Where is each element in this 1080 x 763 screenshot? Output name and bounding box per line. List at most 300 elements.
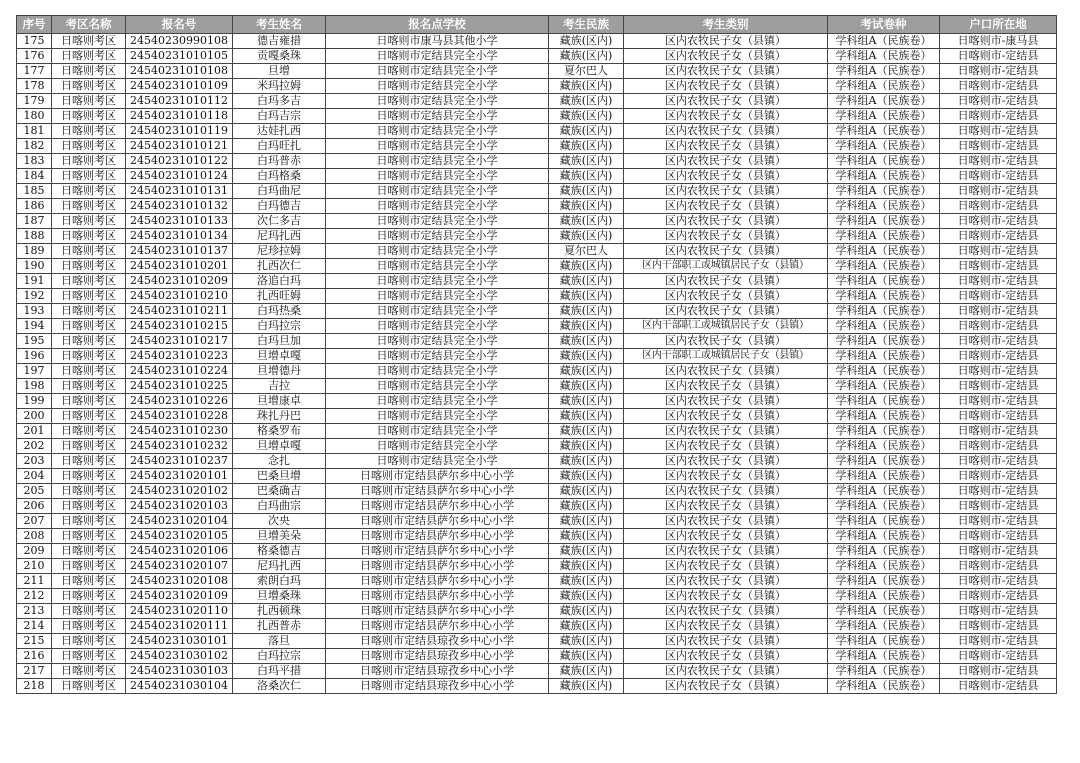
cell-residence: 日喀则市-定结县: [940, 529, 1057, 544]
cell-category: 区内农牧民子女（县镇）: [624, 244, 828, 259]
cell-serial: 211: [17, 574, 52, 589]
cell-registration-number: 24540231030104: [126, 679, 233, 694]
cell-registration-number: 24540231010209: [126, 274, 233, 289]
cell-registration-number: 24540231010112: [126, 94, 233, 109]
cell-serial: 188: [17, 229, 52, 244]
header-residence: 户口所在地: [940, 16, 1057, 34]
cell-paper-type: 学科组A（民族卷）: [828, 379, 940, 394]
cell-category: 区内农牧民子女（县镇）: [624, 169, 828, 184]
table-row: [17, 334, 1057, 349]
cell-school: 日喀则市定结县琼孜乡中心小学: [326, 649, 549, 664]
cell-registration-number: 24540231030101: [126, 634, 233, 649]
cell-serial: 175: [17, 34, 52, 49]
cell-residence: 日喀则市-定结县: [940, 124, 1057, 139]
cell-paper-type: 学科组A（民族卷）: [828, 79, 940, 94]
cell-registration-number: 24540231020108: [126, 574, 233, 589]
cell-residence: 日喀则市-定结县: [940, 259, 1057, 274]
cell-school: 日喀则市定结县完全小学: [326, 439, 549, 454]
table-row: [17, 109, 1057, 124]
cell-candidate-name: 洛追白玛: [233, 274, 326, 289]
cell-school: 日喀则市定结县萨尔乡中心小学: [326, 574, 549, 589]
cell-school: 日喀则市定结县完全小学: [326, 184, 549, 199]
cell-candidate-name: 尼玛扎西: [233, 559, 326, 574]
table-row: [17, 454, 1057, 469]
cell-school: 日喀则市定结县萨尔乡中心小学: [326, 484, 549, 499]
cell-exam-area: 日喀则考区: [52, 379, 126, 394]
cell-residence: 日喀则市-定结县: [940, 214, 1057, 229]
cell-serial: 214: [17, 619, 52, 634]
cell-ethnicity: 藏族(区内): [549, 649, 624, 664]
cell-residence: 日喀则市-定结县: [940, 664, 1057, 679]
cell-paper-type: 学科组A（民族卷）: [828, 109, 940, 124]
cell-candidate-name: 白玛吉宗: [233, 109, 326, 124]
cell-school: 日喀则市定结县完全小学: [326, 94, 549, 109]
cell-serial: 207: [17, 514, 52, 529]
cell-paper-type: 学科组A（民族卷）: [828, 619, 940, 634]
cell-candidate-name: 扎西旺姆: [233, 289, 326, 304]
table-row: [17, 634, 1057, 649]
cell-exam-area: 日喀则考区: [52, 109, 126, 124]
cell-registration-number: 24540231010121: [126, 139, 233, 154]
cell-ethnicity: 藏族(区内): [549, 424, 624, 439]
cell-category: 区内农牧民子女（县镇）: [624, 604, 828, 619]
table-row: [17, 34, 1057, 49]
cell-exam-area: 日喀则考区: [52, 259, 126, 274]
cell-paper-type: 学科组A（民族卷）: [828, 289, 940, 304]
cell-residence: 日喀则市-定结县: [940, 109, 1057, 124]
cell-paper-type: 学科组A（民族卷）: [828, 679, 940, 694]
cell-registration-number: 24540231010230: [126, 424, 233, 439]
cell-serial: 218: [17, 679, 52, 694]
cell-school: 日喀则市定结县完全小学: [326, 319, 549, 334]
cell-residence: 日喀则市-定结县: [940, 394, 1057, 409]
results-sheet: [16, 15, 1056, 694]
cell-candidate-name: 次央: [233, 514, 326, 529]
cell-ethnicity: 藏族(区内): [549, 499, 624, 514]
table-row: [17, 229, 1057, 244]
cell-school: 日喀则市定结县萨尔乡中心小学: [326, 619, 549, 634]
cell-serial: 206: [17, 499, 52, 514]
table-row: [17, 619, 1057, 634]
cell-school: 日喀则市康马县其他小学: [326, 34, 549, 49]
header-serial: 序号: [17, 16, 52, 34]
cell-ethnicity: 藏族(区内): [549, 319, 624, 334]
cell-serial: 208: [17, 529, 52, 544]
cell-candidate-name: 尼珍拉姆: [233, 244, 326, 259]
cell-school: 日喀则市定结县完全小学: [326, 124, 549, 139]
cell-serial: 217: [17, 664, 52, 679]
cell-ethnicity: 藏族(区内): [549, 199, 624, 214]
cell-registration-number: 24540231020105: [126, 529, 233, 544]
cell-serial: 205: [17, 484, 52, 499]
cell-exam-area: 日喀则考区: [52, 514, 126, 529]
cell-ethnicity: 藏族(区内): [549, 334, 624, 349]
cell-registration-number: 24540231010237: [126, 454, 233, 469]
cell-category: 区内农牧民子女（县镇）: [624, 559, 828, 574]
cell-candidate-name: 贡嘎桑珠: [233, 49, 326, 64]
cell-residence: 日喀则市-定结县: [940, 94, 1057, 109]
cell-category: 区内农牧民子女（县镇）: [624, 469, 828, 484]
cell-exam-area: 日喀则考区: [52, 49, 126, 64]
cell-category: 区内农牧民子女（县镇）: [624, 514, 828, 529]
cell-residence: 日喀则市-定结县: [940, 364, 1057, 379]
cell-school: 日喀则市定结县完全小学: [326, 379, 549, 394]
cell-school: 日喀则市定结县完全小学: [326, 349, 549, 364]
cell-ethnicity: 藏族(区内): [549, 214, 624, 229]
cell-ethnicity: 藏族(区内): [549, 109, 624, 124]
cell-school: 日喀则市定结县完全小学: [326, 274, 549, 289]
cell-registration-number: 24540231010109: [126, 79, 233, 94]
cell-residence: 日喀则市-定结县: [940, 649, 1057, 664]
cell-candidate-name: 旦增德丹: [233, 364, 326, 379]
cell-category: 区内农牧民子女（县镇）: [624, 304, 828, 319]
cell-category: 区内农牧民子女（县镇）: [624, 394, 828, 409]
cell-residence: 日喀则市-定结县: [940, 499, 1057, 514]
cell-paper-type: 学科组A（民族卷）: [828, 469, 940, 484]
cell-residence: 日喀则市-定结县: [940, 679, 1057, 694]
cell-exam-area: 日喀则考区: [52, 604, 126, 619]
cell-paper-type: 学科组A（民族卷）: [828, 634, 940, 649]
cell-exam-area: 日喀则考区: [52, 139, 126, 154]
cell-paper-type: 学科组A（民族卷）: [828, 184, 940, 199]
cell-ethnicity: 藏族(区内): [549, 679, 624, 694]
cell-candidate-name: 白玛格桑: [233, 169, 326, 184]
cell-registration-number: 24540231010137: [126, 244, 233, 259]
cell-paper-type: 学科组A（民族卷）: [828, 34, 940, 49]
cell-school: 日喀则市定结县完全小学: [326, 169, 549, 184]
cell-serial: 202: [17, 439, 52, 454]
cell-exam-area: 日喀则考区: [52, 274, 126, 289]
cell-school: 日喀则市定结县完全小学: [326, 334, 549, 349]
cell-registration-number: 24540231010224: [126, 364, 233, 379]
cell-candidate-name: 白玛德吉: [233, 199, 326, 214]
cell-school: 日喀则市定结县萨尔乡中心小学: [326, 529, 549, 544]
cell-residence: 日喀则市-定结县: [940, 439, 1057, 454]
header-ethnicity: 考生民族: [549, 16, 624, 34]
cell-residence: 日喀则市-定结县: [940, 379, 1057, 394]
cell-category: 区内干部职工或城镇居民子女（县镇）: [624, 319, 828, 334]
cell-residence: 日喀则市-定结县: [940, 574, 1057, 589]
table-row: [17, 94, 1057, 109]
cell-school: 日喀则市定结县完全小学: [326, 139, 549, 154]
cell-category: 区内农牧民子女（县镇）: [624, 289, 828, 304]
cell-category: 区内农牧民子女（县镇）: [624, 214, 828, 229]
cell-exam-area: 日喀则考区: [52, 499, 126, 514]
cell-registration-number: 24540231020107: [126, 559, 233, 574]
cell-candidate-name: 吉拉: [233, 379, 326, 394]
cell-exam-area: 日喀则考区: [52, 574, 126, 589]
cell-school: 日喀则市定结县萨尔乡中心小学: [326, 469, 549, 484]
cell-registration-number: 24540231010201: [126, 259, 233, 274]
cell-paper-type: 学科组A（民族卷）: [828, 64, 940, 79]
cell-serial: 200: [17, 409, 52, 424]
cell-ethnicity: 藏族(区内): [549, 544, 624, 559]
cell-category: 区内农牧民子女（县镇）: [624, 529, 828, 544]
cell-exam-area: 日喀则考区: [52, 679, 126, 694]
cell-ethnicity: 藏族(区内): [549, 124, 624, 139]
cell-candidate-name: 白玛旺扎: [233, 139, 326, 154]
cell-exam-area: 日喀则考区: [52, 544, 126, 559]
cell-paper-type: 学科组A（民族卷）: [828, 49, 940, 64]
cell-ethnicity: 藏族(区内): [549, 34, 624, 49]
cell-exam-area: 日喀则考区: [52, 289, 126, 304]
table-row: [17, 244, 1057, 259]
cell-ethnicity: 藏族(区内): [549, 274, 624, 289]
cell-ethnicity: 藏族(区内): [549, 439, 624, 454]
cell-candidate-name: 旦增卓嘎: [233, 439, 326, 454]
table-row: [17, 484, 1057, 499]
cell-residence: 日喀则市-定结县: [940, 559, 1057, 574]
cell-ethnicity: 藏族(区内): [549, 409, 624, 424]
cell-candidate-name: 索朗白玛: [233, 574, 326, 589]
cell-serial: 190: [17, 259, 52, 274]
header-candidate-name: 考生姓名: [233, 16, 326, 34]
cell-paper-type: 学科组A（民族卷）: [828, 94, 940, 109]
cell-candidate-name: 旦增桑珠: [233, 589, 326, 604]
cell-exam-area: 日喀则考区: [52, 409, 126, 424]
cell-candidate-name: 巴桑确吉: [233, 484, 326, 499]
table-row: [17, 304, 1057, 319]
cell-residence: 日喀则市-定结县: [940, 469, 1057, 484]
cell-ethnicity: 藏族(区内): [549, 619, 624, 634]
cell-exam-area: 日喀则考区: [52, 469, 126, 484]
cell-ethnicity: 藏族(区内): [549, 259, 624, 274]
cell-paper-type: 学科组A（民族卷）: [828, 154, 940, 169]
table-row: [17, 259, 1057, 274]
cell-exam-area: 日喀则考区: [52, 634, 126, 649]
cell-candidate-name: 白玛平措: [233, 664, 326, 679]
cell-residence: 日喀则市-定结县: [940, 274, 1057, 289]
cell-serial: 215: [17, 634, 52, 649]
cell-category: 区内农牧民子女（县镇）: [624, 454, 828, 469]
cell-exam-area: 日喀则考区: [52, 559, 126, 574]
cell-registration-number: 24540231030102: [126, 649, 233, 664]
cell-serial: 199: [17, 394, 52, 409]
cell-school: 日喀则市定结县萨尔乡中心小学: [326, 604, 549, 619]
cell-registration-number: 24540231020111: [126, 619, 233, 634]
table-row: [17, 649, 1057, 664]
table-row: [17, 394, 1057, 409]
cell-serial: 180: [17, 109, 52, 124]
cell-serial: 212: [17, 589, 52, 604]
table-row: [17, 64, 1057, 79]
cell-candidate-name: 白玛普赤: [233, 154, 326, 169]
cell-paper-type: 学科组A（民族卷）: [828, 139, 940, 154]
cell-ethnicity: 藏族(区内): [549, 604, 624, 619]
cell-exam-area: 日喀则考区: [52, 619, 126, 634]
cell-category: 区内农牧民子女（县镇）: [624, 679, 828, 694]
table-row: [17, 139, 1057, 154]
cell-serial: 182: [17, 139, 52, 154]
cell-residence: 日喀则市-定结县: [940, 424, 1057, 439]
cell-paper-type: 学科组A（民族卷）: [828, 409, 940, 424]
cell-exam-area: 日喀则考区: [52, 589, 126, 604]
cell-category: 区内农牧民子女（县镇）: [624, 619, 828, 634]
cell-registration-number: 24540231010226: [126, 394, 233, 409]
cell-candidate-name: 扎西普赤: [233, 619, 326, 634]
cell-category: 区内农牧民子女（县镇）: [624, 199, 828, 214]
cell-paper-type: 学科组A（民族卷）: [828, 229, 940, 244]
cell-category: 区内干部职工或城镇居民子女（县镇）: [624, 259, 828, 274]
cell-serial: 203: [17, 454, 52, 469]
cell-paper-type: 学科组A（民族卷）: [828, 319, 940, 334]
table-row: [17, 574, 1057, 589]
cell-residence: 日喀则市-定结县: [940, 229, 1057, 244]
cell-category: 区内农牧民子女（县镇）: [624, 424, 828, 439]
table-row: [17, 589, 1057, 604]
cell-paper-type: 学科组A（民族卷）: [828, 544, 940, 559]
cell-exam-area: 日喀则考区: [52, 454, 126, 469]
table-row: [17, 184, 1057, 199]
cell-paper-type: 学科组A（民族卷）: [828, 664, 940, 679]
header-category: 考生类别: [624, 16, 828, 34]
cell-school: 日喀则市定结县完全小学: [326, 79, 549, 94]
cell-paper-type: 学科组A（民族卷）: [828, 169, 940, 184]
cell-ethnicity: 藏族(区内): [549, 169, 624, 184]
cell-residence: 日喀则市-定结县: [940, 169, 1057, 184]
cell-serial: 183: [17, 154, 52, 169]
cell-registration-number: 24540231010210: [126, 289, 233, 304]
table-row: [17, 289, 1057, 304]
cell-candidate-name: 米玛拉姆: [233, 79, 326, 94]
table-row: [17, 679, 1057, 694]
header-exam-area: 考区名称: [52, 16, 126, 34]
cell-residence: 日喀则市-定结县: [940, 244, 1057, 259]
cell-candidate-name: 白玛热桑: [233, 304, 326, 319]
table-body: [17, 34, 1057, 694]
cell-candidate-name: 落旦: [233, 634, 326, 649]
cell-registration-number: 24540230990108: [126, 34, 233, 49]
cell-registration-number: 24540231030103: [126, 664, 233, 679]
cell-category: 区内农牧民子女（县镇）: [624, 229, 828, 244]
table-row: [17, 499, 1057, 514]
cell-exam-area: 日喀则考区: [52, 79, 126, 94]
cell-residence: 日喀则市-康马县: [940, 34, 1057, 49]
cell-serial: 209: [17, 544, 52, 559]
cell-category: 区内农牧民子女（县镇）: [624, 409, 828, 424]
cell-serial: 196: [17, 349, 52, 364]
cell-candidate-name: 白玛曲宗: [233, 499, 326, 514]
table-row: [17, 49, 1057, 64]
cell-category: 区内农牧民子女（县镇）: [624, 379, 828, 394]
cell-candidate-name: 白玛多吉: [233, 94, 326, 109]
cell-candidate-name: 白玛旦加: [233, 334, 326, 349]
cell-ethnicity: 夏尔巴人: [549, 244, 624, 259]
table-row: [17, 364, 1057, 379]
table-row: [17, 169, 1057, 184]
cell-paper-type: 学科组A（民族卷）: [828, 394, 940, 409]
cell-ethnicity: 藏族(区内): [549, 559, 624, 574]
cell-registration-number: 24540231010223: [126, 349, 233, 364]
cell-serial: 198: [17, 379, 52, 394]
table-row: [17, 439, 1057, 454]
cell-ethnicity: 藏族(区内): [549, 484, 624, 499]
cell-school: 日喀则市定结县完全小学: [326, 229, 549, 244]
cell-category: 区内农牧民子女（县镇）: [624, 589, 828, 604]
cell-residence: 日喀则市-定结县: [940, 64, 1057, 79]
cell-paper-type: 学科组A（民族卷）: [828, 274, 940, 289]
cell-serial: 204: [17, 469, 52, 484]
cell-residence: 日喀则市-定结县: [940, 184, 1057, 199]
cell-candidate-name: 洛桑次仁: [233, 679, 326, 694]
cell-ethnicity: 藏族(区内): [549, 49, 624, 64]
cell-registration-number: 24540231010215: [126, 319, 233, 334]
cell-candidate-name: 巴桑旦增: [233, 469, 326, 484]
cell-exam-area: 日喀则考区: [52, 64, 126, 79]
cell-ethnicity: 藏族(区内): [549, 349, 624, 364]
cell-category: 区内农牧民子女（县镇）: [624, 124, 828, 139]
cell-candidate-name: 旦增卓嘎: [233, 349, 326, 364]
table-row: [17, 199, 1057, 214]
cell-residence: 日喀则市-定结县: [940, 304, 1057, 319]
cell-ethnicity: 藏族(区内): [549, 589, 624, 604]
cell-paper-type: 学科组A（民族卷）: [828, 124, 940, 139]
cell-paper-type: 学科组A（民族卷）: [828, 454, 940, 469]
cell-serial: 186: [17, 199, 52, 214]
cell-exam-area: 日喀则考区: [52, 154, 126, 169]
cell-ethnicity: 藏族(区内): [549, 529, 624, 544]
cell-residence: 日喀则市-定结县: [940, 454, 1057, 469]
cell-paper-type: 学科组A（民族卷）: [828, 484, 940, 499]
cell-school: 日喀则市定结县完全小学: [326, 364, 549, 379]
cell-category: 区内农牧民子女（县镇）: [624, 649, 828, 664]
cell-paper-type: 学科组A（民族卷）: [828, 559, 940, 574]
cell-serial: 179: [17, 94, 52, 109]
cell-category: 区内农牧民子女（县镇）: [624, 64, 828, 79]
cell-category: 区内农牧民子女（县镇）: [624, 139, 828, 154]
cell-candidate-name: 次仁多吉: [233, 214, 326, 229]
cell-paper-type: 学科组A（民族卷）: [828, 259, 940, 274]
cell-ethnicity: 藏族(区内): [549, 379, 624, 394]
cell-residence: 日喀则市-定结县: [940, 484, 1057, 499]
cell-category: 区内农牧民子女（县镇）: [624, 49, 828, 64]
cell-school: 日喀则市定结县琼孜乡中心小学: [326, 679, 549, 694]
cell-paper-type: 学科组A（民族卷）: [828, 364, 940, 379]
cell-ethnicity: 藏族(区内): [549, 154, 624, 169]
cell-exam-area: 日喀则考区: [52, 184, 126, 199]
cell-candidate-name: 达娃扎西: [233, 124, 326, 139]
cell-category: 区内农牧民子女（县镇）: [624, 574, 828, 589]
cell-exam-area: 日喀则考区: [52, 229, 126, 244]
cell-residence: 日喀则市-定结县: [940, 409, 1057, 424]
cell-category: 区内农牧民子女（县镇）: [624, 334, 828, 349]
cell-registration-number: 24540231020103: [126, 499, 233, 514]
cell-serial: 197: [17, 364, 52, 379]
cell-candidate-name: 珠扎丹巴: [233, 409, 326, 424]
cell-ethnicity: 藏族(区内): [549, 79, 624, 94]
cell-school: 日喀则市定结县完全小学: [326, 409, 549, 424]
cell-serial: 213: [17, 604, 52, 619]
cell-residence: 日喀则市-定结县: [940, 49, 1057, 64]
cell-candidate-name: 扎西次仁: [233, 259, 326, 274]
cell-registration-number: 24540231010228: [126, 409, 233, 424]
cell-paper-type: 学科组A（民族卷）: [828, 304, 940, 319]
cell-residence: 日喀则市-定结县: [940, 619, 1057, 634]
cell-serial: 210: [17, 559, 52, 574]
table-header: [17, 16, 1057, 34]
table-row: [17, 274, 1057, 289]
cell-exam-area: 日喀则考区: [52, 34, 126, 49]
cell-registration-number: 24540231010211: [126, 304, 233, 319]
cell-category: 区内干部职工或城镇居民子女（县镇）: [624, 349, 828, 364]
cell-school: 日喀则市定结县萨尔乡中心小学: [326, 559, 549, 574]
candidate-table: [16, 15, 1057, 694]
cell-serial: 177: [17, 64, 52, 79]
cell-ethnicity: 藏族(区内): [549, 304, 624, 319]
table-row: [17, 664, 1057, 679]
table-row: [17, 559, 1057, 574]
cell-ethnicity: 藏族(区内): [549, 394, 624, 409]
